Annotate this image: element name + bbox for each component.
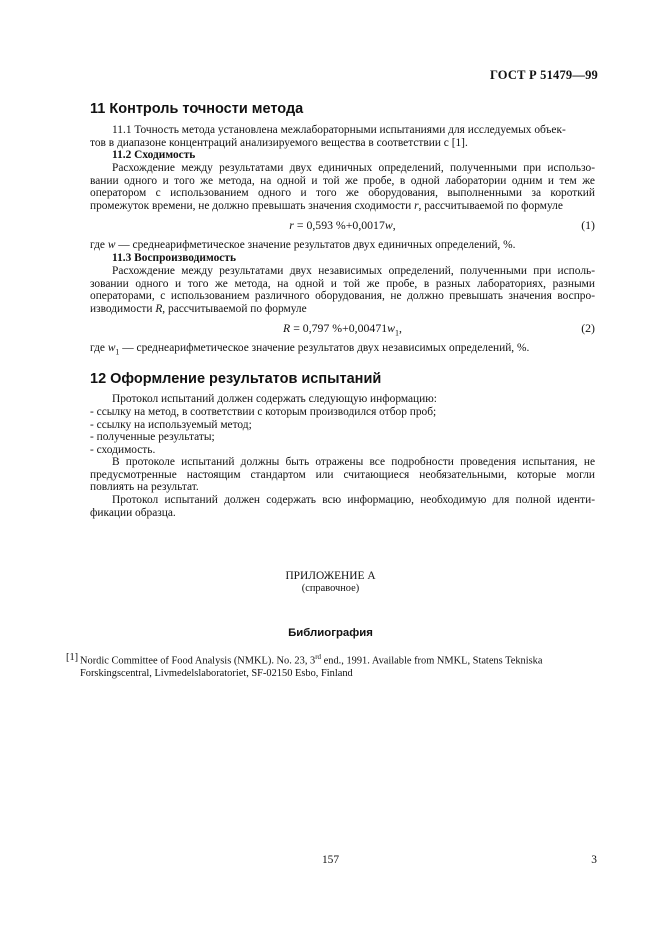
formula-text: = 0,797 %+0,00471 (290, 321, 388, 335)
formula-2-number: (2) (581, 321, 595, 335)
formula-1-expression (90, 219, 595, 232)
list-item: - ссылку на метод, в соответствии с которым производился отбор проб; (90, 406, 437, 418)
list-item: - сходимость. (90, 444, 156, 456)
text-line: фикации образца. (90, 506, 176, 519)
paragraph-12-info (90, 494, 595, 519)
appendix-title: ПРИЛОЖЕНИЕ А (285, 570, 376, 582)
text-line: 11.1 Точность метода установлена межлабораторными испытаниями для исследуемых объек- (112, 124, 566, 136)
variable-w: w (387, 321, 395, 335)
formula-2-expression (90, 322, 595, 339)
paragraph-11-1 (90, 124, 595, 149)
superscript: rd (315, 653, 322, 661)
variable-r: r (289, 218, 294, 232)
appendix-subtitle: (справочное) (301, 583, 360, 594)
paragraph-12-intro (90, 393, 595, 406)
page-number: 157 (321, 854, 340, 866)
ref-tag: [1] (66, 652, 79, 663)
variable-r: r (414, 200, 419, 213)
text-line: Протокол испытаний должен содержать всю информацию, необходимую для полной иденти- (112, 494, 595, 506)
text-line: оператором с использованием одного и того же оборудования, выполненными за короткий (90, 187, 595, 200)
paragraph-11-2 (90, 162, 595, 213)
paragraph-11-3 (90, 265, 595, 316)
text-line (90, 303, 595, 316)
section-11-title: 11 Контроль точности метода (90, 101, 304, 117)
text-line: тов в диапазоне концентраций анализируемого вещества в соответствии с [1]. (90, 136, 468, 149)
text-run: Nordic Committee of Food Analysis (NMKL). No. 23, 3 (80, 655, 316, 667)
standard-header: ГОСТ Р 51479—99 (489, 68, 598, 82)
text-run: изводимости (90, 303, 156, 316)
text-run: , рассчитываемой по формуле (418, 200, 563, 213)
subscript: 1 (115, 347, 120, 357)
ref-line (66, 651, 596, 667)
text-line: зовании одного и того же метода, на одной и той же пробе, в разных лабораториях, разными (90, 277, 595, 290)
list-item: - ссылку на используемый метод; (90, 419, 252, 431)
bibliography-title: Библиография (288, 627, 373, 639)
formula-1-number: (1) (581, 218, 595, 232)
ref-line: Forskingscentral, Livmedelslaboratoriet, SF-02150 Esbo, Finland (80, 668, 353, 680)
text-run: где (90, 239, 108, 251)
text-run: , рассчитываемой по формуле (162, 303, 307, 316)
text-line (90, 200, 595, 213)
where-1 (90, 239, 595, 252)
section-12-title: 12 Оформление результатов испытаний (90, 371, 382, 387)
variable-w: w (107, 239, 116, 251)
text-run: промежуток времени, не должно превышать значения сходимости (90, 200, 415, 213)
formula-text: , (399, 321, 402, 335)
text-line: В протоколе испытаний должны быть отражены все подробности проведения испытания, не (112, 456, 595, 468)
bibliography-entry (66, 651, 596, 680)
subscript: 1 (395, 328, 399, 338)
subsection-11-3-title: 11.3 Воспроизводимость (112, 252, 236, 264)
sheet-number: 3 (591, 854, 597, 866)
list-item: - полученные результаты; (90, 431, 215, 443)
formula-text: , (392, 218, 396, 232)
text-line: операторами, с использованием различного оборудования, не должно превышать значения воспро- (90, 290, 595, 303)
formula-text: = 0,593 %+0,0017 (293, 218, 385, 232)
variable-R: R (283, 321, 291, 335)
text-run: — среднеарифметическое значение результатов двух независимых определений, %. (119, 342, 530, 354)
where-2 (90, 342, 595, 359)
text-line: вании одного и того же метода, на одной и той же пробе, в одной лаборатории одним и тем же (90, 174, 595, 187)
variable-R: R (155, 303, 163, 316)
text-run: где (90, 342, 108, 354)
text-line: предусмотренные настоящим стандартом или считающиеся необязательными, которые могли (90, 468, 595, 481)
text-line: Протокол испытаний должен содержать следующую информацию: (112, 393, 437, 405)
text-run: end., 1991. Available from NMKL, Statens Tekniska (321, 655, 543, 667)
text-line: повлиять на результат. (90, 481, 199, 494)
text-line: Расхождение между результатами двух единичных определений, полученными при использо- (112, 162, 595, 174)
subsection-11-2-title: 11.2 Сходимость (112, 149, 196, 161)
variable-w: w (107, 342, 116, 354)
text-line: Расхождение между результатами двух независимых определений, полученными при исполь- (112, 265, 595, 277)
paragraph-12-details (90, 456, 595, 494)
text-run: — среднеарифметическое значение результатов двух единичных определений, %. (115, 239, 516, 251)
variable-w: w (384, 218, 393, 232)
